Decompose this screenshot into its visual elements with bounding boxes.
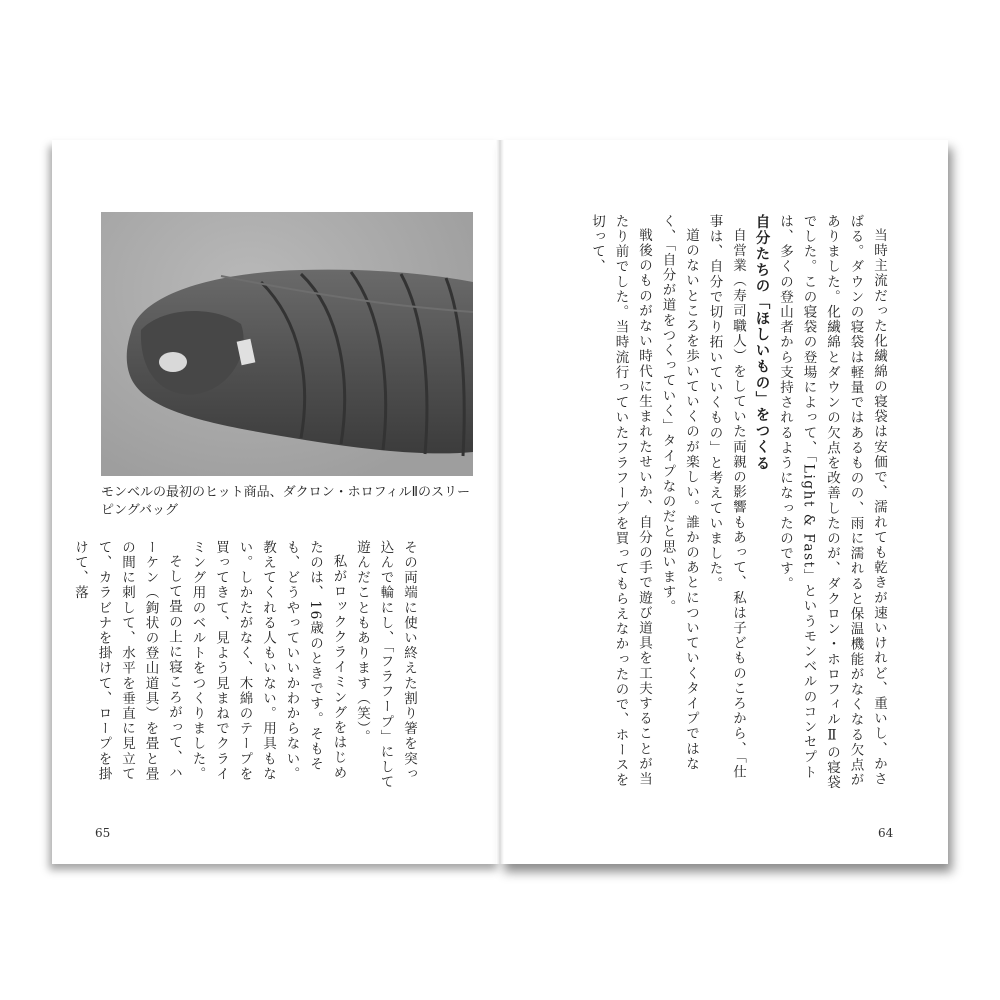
right-paragraph-2: 自営業（寿司職人）をしていた両親の影響もあって、私は子どものころから、「仕事は、自分で切り拓いていくもの」と考えていました。 [706,214,746,780]
right-paragraph-1: 当時主流だった化繊綿の寝袋は安価で、濡れても乾きが速いけれど、重いし、かさばる。ダウンの寝袋は軽量ではあるものの、雨に濡れると保温機能がなくなる欠点がありました。化繊綿とダウンの欠点を改善したのが、ダクロン・ホロフィルⅡの寝袋でした。この寝袋の登場によって、「Light & Fast」というモンベルのコンセプトは、多くの登山者から支持されるようになったのです。 [777,214,887,791]
photo-caption: モンベルの最初のヒット商品、ダクロン・ホロフィルⅡのスリーピングバッグ [101,485,470,518]
sleeping-bag-illustration [101,212,473,476]
page-number-left: 65 [95,826,111,840]
left-paragraph-1: その両端に使い終えた割り箸を突っ込んで輪にし、「フラフープ」にして遊んだこともあります（笑）。 [354,540,417,790]
book-gutter [496,140,504,864]
sleeping-bag-photo [101,212,473,476]
left-paragraph-3: そして畳の上に寝ころがって、ハーケン（鉤状の登山道具）を畳と畳の間に刺して、水平を垂直に見立てて、カラビナを掛けて、ロープを掛けて、落 [72,540,182,782]
section-heading: 自分たちの「ほしいもの」をつくる [753,214,770,472]
page-number-right: 64 [878,826,894,840]
left-paragraph-2: 私がロッククライミングをはじめたのは、16歳のときです。そもそも、どうやっていいかわからない。教えてくれる人もいない。用具もない。しかたがなく、木綿のテープを買ってきて、見よう見まねでクライミング用のベルトをつくりました。 [189,540,347,782]
right-paragraph-4: 戦後のものがない時代に生まれたせいか、自分の手で遊び道具を工夫することが当たり前でした。当時流行っていたフラフープを買ってもらえなかったので、ホースを切って、 [589,214,652,788]
left-page-body [72,540,420,794]
right-page-body [540,214,890,794]
right-paragraph-3: 道のないところを歩いていくのが楽しい。誰かのあとについていくタイプではなく、「自分が道をつくっていく」タイプなのだと思います。 [659,214,699,772]
